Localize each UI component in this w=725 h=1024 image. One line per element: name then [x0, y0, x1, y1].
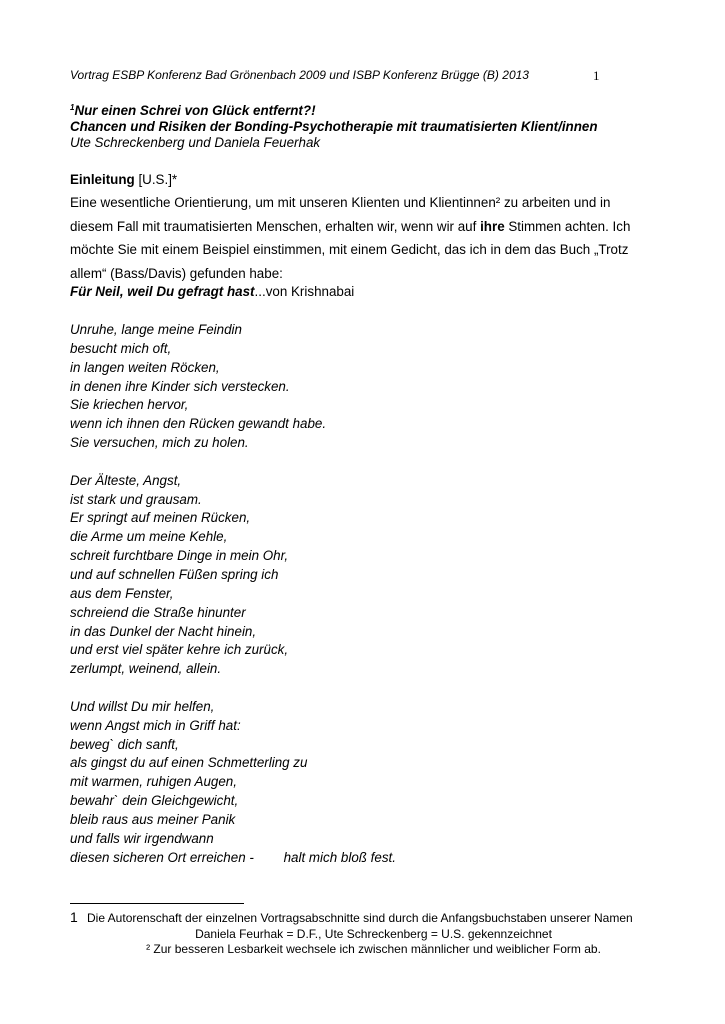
poem-line: Und willst Du mir helfen, — [70, 698, 215, 714]
poem-body — [70, 321, 396, 886]
section-heading-label: Einleitung — [70, 172, 135, 187]
poem-line: in langen weiten Röcken, — [70, 359, 220, 375]
poem-line: wenn Angst mich in Griff hat: — [70, 717, 241, 733]
poem-line: als gingst du auf einen Schmetterling zu — [70, 755, 308, 771]
title-block — [70, 100, 598, 151]
poem-line: Unruhe, lange meine Feindin — [70, 322, 242, 337]
poem-title-text: Für Neil, weil Du gefragt hast — [70, 284, 255, 299]
poem-line: zerlumpt, weinend, allein. — [70, 661, 222, 677]
poem-line: und erst viel später kehre ich zurück, — [70, 642, 289, 658]
poem-line: schreiend die Straße hinunter — [70, 604, 246, 620]
poem-line: ist stark und grausam. — [70, 491, 202, 507]
poem-stanza-3 — [70, 698, 396, 868]
poem-line: in das Dunkel der Nacht hinein, — [70, 623, 257, 639]
poem-line: in denen ihre Kinder sich verstecken. — [70, 378, 290, 394]
intro-line-3: möchte Sie mit einem Beispiel einstimmen, mit einem Gedicht, das ich in dem das Buch „Trotz — [70, 242, 629, 258]
poem-line: Sie versuchen, mich zu holen. — [70, 435, 249, 451]
intro-line-4: allem“ (Bass/Davis) gefunden habe: — [70, 265, 283, 281]
footnote-1-number: 1 — [70, 909, 78, 925]
section-heading — [70, 168, 670, 191]
intro-line-2-end: Stimmen achten. Ich — [504, 218, 631, 234]
poem-line: diesen sicheren Ort erreichen - halt mich bloß fest. — [70, 849, 396, 865]
poem-line: Er springt auf meinen Rücken, — [70, 510, 251, 526]
document-subtitle: Chancen und Risiken der Bonding-Psychotherapie mit traumatisierten Klient/innen — [70, 119, 598, 134]
poem-stanza-2 — [70, 472, 396, 679]
poem-line: und auf schnellen Füßen spring ich — [70, 566, 279, 582]
footnote-2: ² Zur besseren Lesbarkeit wechsele ich zwischen männlicher und weiblicher Form ab. — [146, 942, 601, 956]
poem-line: wenn ich ihnen den Rücken gewandt habe. — [70, 416, 327, 432]
document-title — [70, 100, 598, 119]
poem-stanza-1 — [70, 321, 396, 453]
poem-line: aus dem Fenster, — [70, 585, 174, 601]
footnote-1-line-2: Daniela Feurhak = D.F., Ute Schreckenberg = U.S. gekennzeichnet — [195, 926, 552, 941]
footnote-separator — [70, 903, 244, 904]
poem-line: Sie kriechen hervor, — [70, 397, 189, 413]
poem-line: und falls wir irgendwann — [70, 830, 214, 846]
running-header: Vortrag ESBP Konferenz Bad Grönenbach 2009 und ISBP Konferenz Brügge (B) 2013 — [70, 68, 529, 82]
poem-line: beweg` dich sanft, — [70, 736, 179, 752]
intro-line-2 — [70, 215, 670, 238]
poem-line: bleib raus aus meiner Panik — [70, 811, 236, 827]
authors: Ute Schreckenberg und Daniela Feuerhak — [70, 135, 321, 150]
poem-line: schreit furchtbare Dinge in mein Ohr, — [70, 548, 289, 564]
poem-line: die Arme um meine Kehle, — [70, 529, 228, 545]
footnote-1-line-1: Die Autorenschaft der einzelnen Vortragsabschnitte sind durch die Anfangsbuchstaben unserer Namen — [87, 911, 633, 925]
poem-line: bewahr` dein Gleichgewicht, — [70, 793, 239, 809]
introduction-section — [70, 168, 670, 285]
section-heading-note: [U.S.]* — [134, 172, 178, 187]
title-footnote-mark: 1 — [70, 103, 75, 112]
poem-byline: ...von Krishnabai — [254, 284, 355, 299]
poem-line: mit warmen, ruhigen Augen, — [70, 774, 237, 790]
poem-line: Der Älteste, Angst, — [70, 472, 182, 488]
intro-line-2-start: diesem Fall mit traumatisierten Menschen, erhalten wir, wenn wir auf — [70, 218, 481, 234]
page-number: 1 — [593, 68, 600, 83]
poem-line: besucht mich oft, — [70, 340, 172, 356]
title-line-1: Nur einen Schrei von Glück entfernt?! — [74, 103, 316, 118]
poem-title — [70, 284, 354, 299]
footnotes — [70, 911, 660, 958]
intro-emphasis: ihre — [480, 218, 505, 234]
footnote-1 — [70, 911, 660, 942]
intro-line-1: Eine wesentliche Orientierung, um mit unseren Klienten und Klientinnen² zu arbeiten und in — [70, 195, 611, 211]
